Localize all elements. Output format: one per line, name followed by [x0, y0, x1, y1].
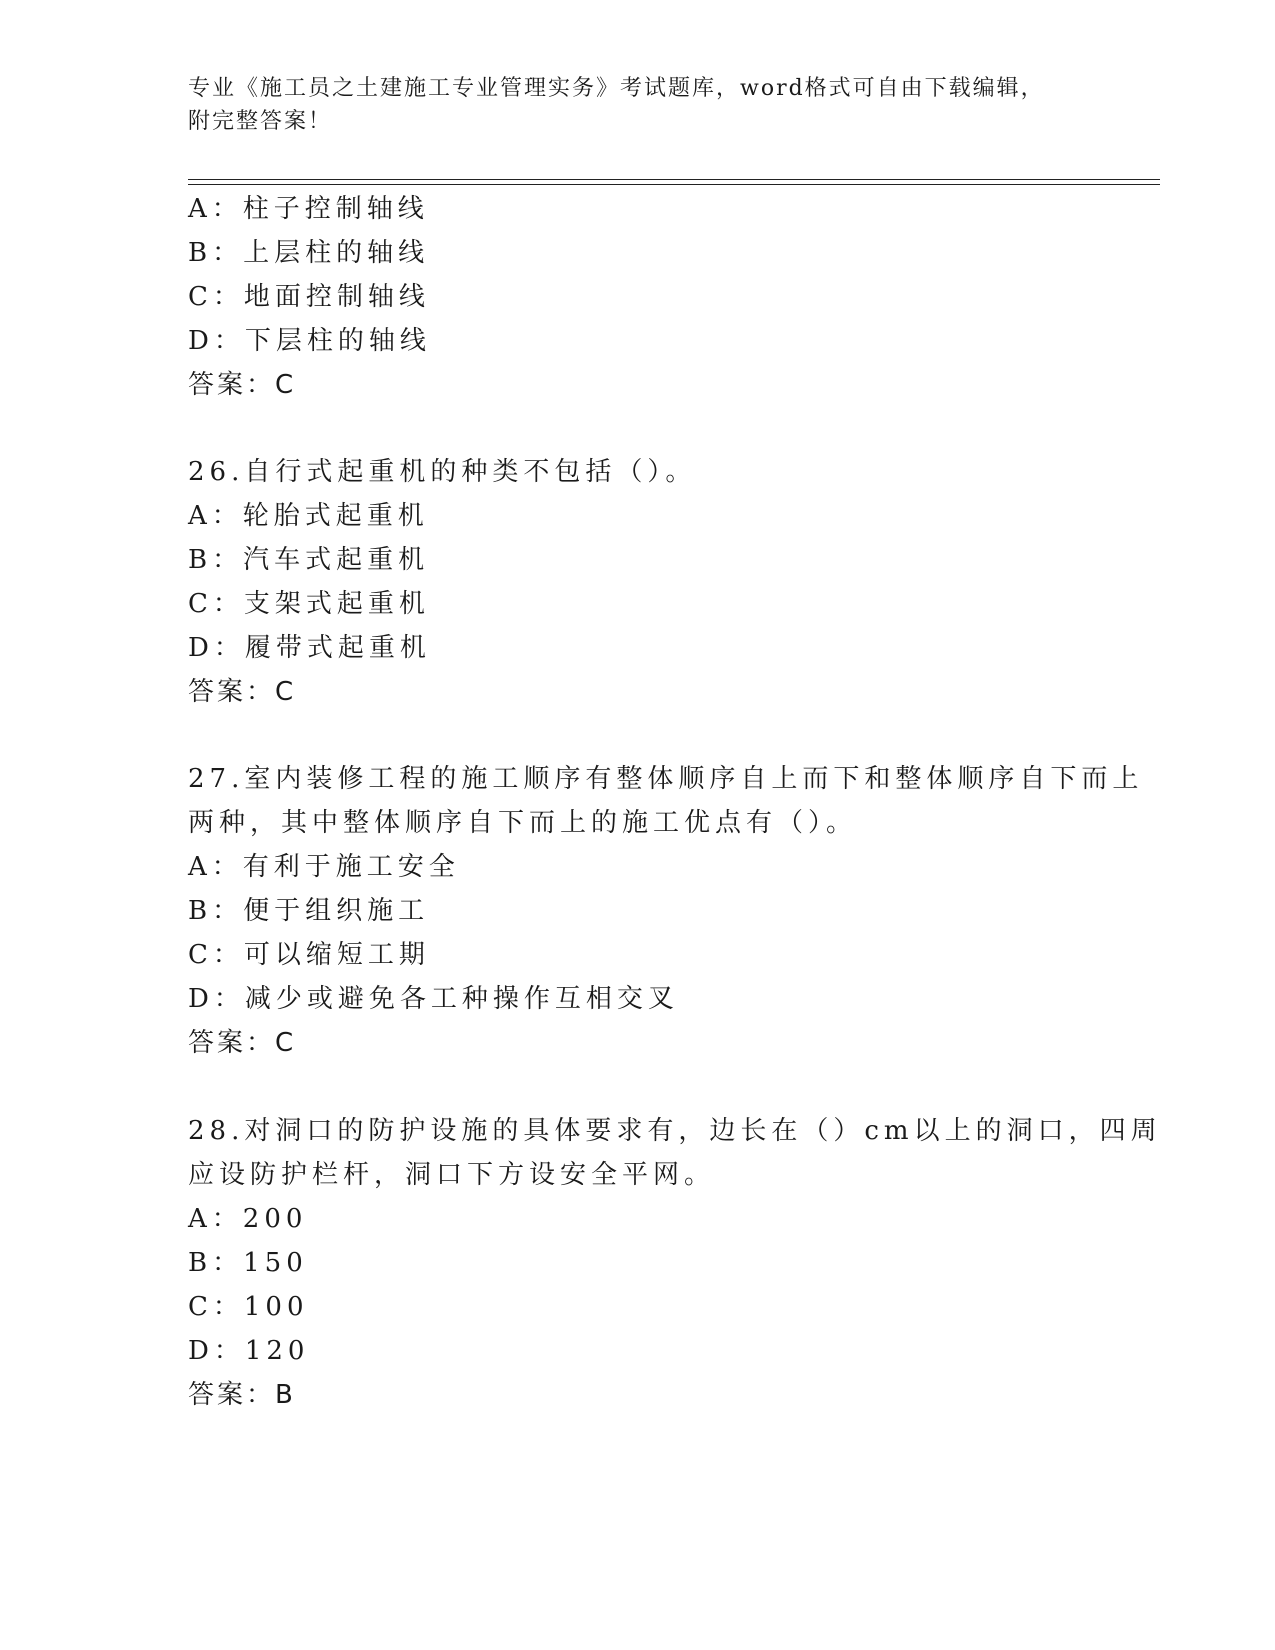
option-b: B：150 — [188, 1248, 308, 1278]
question-28-text-line-2: 应设防护栏杆，洞口下方设安全平网。 — [188, 1160, 716, 1190]
answer-line: 答案：C — [188, 370, 297, 400]
option-d: D：履带式起重机 — [188, 633, 431, 663]
option-d: D：下层柱的轴线 — [188, 326, 431, 356]
option-a: A：200 — [188, 1204, 308, 1234]
header-divider-top — [188, 179, 1160, 180]
question-27-text-line-1: 27.室内装修工程的施工顺序有整体顺序自上而下和整体顺序自下而上 — [188, 764, 1144, 794]
option-c: C：100 — [188, 1292, 309, 1322]
answer-line: 答案：C — [188, 677, 297, 707]
header-line-1: 专业《施工员之土建施工专业管理实务》考试题库，word格式可自由下载编辑， — [188, 76, 1045, 101]
header-divider-bottom — [188, 184, 1160, 185]
question-26-text: 26.自行式起重机的种类不包括（）。 — [188, 457, 697, 487]
option-d: D：减少或避免各工种操作互相交叉 — [188, 984, 679, 1014]
document-header — [188, 72, 1088, 138]
option-b: B：上层柱的轴线 — [188, 238, 430, 268]
option-a: A：轮胎式起重机 — [188, 501, 429, 531]
option-c: C：地面控制轴线 — [188, 282, 430, 312]
question-28-text-line-1: 28.对洞口的防护设施的具体要求有，边长在（）cm以上的洞口，四周 — [188, 1116, 1162, 1146]
option-c: C：支架式起重机 — [188, 589, 430, 619]
header-line-2: 附完整答案！ — [188, 109, 333, 134]
option-b: B：汽车式起重机 — [188, 545, 430, 575]
option-a: A：有利于施工安全 — [188, 852, 460, 882]
option-b: B：便于组织施工 — [188, 896, 430, 926]
answer-line: 答案：B — [188, 1380, 296, 1410]
option-c: C：可以缩短工期 — [188, 940, 430, 970]
answer-line: 答案：C — [188, 1028, 297, 1058]
option-d: D：120 — [188, 1336, 310, 1366]
option-a: A：柱子控制轴线 — [188, 194, 429, 224]
question-27-text-line-2: 两种，其中整体顺序自下而上的施工优点有（）。 — [188, 808, 858, 838]
